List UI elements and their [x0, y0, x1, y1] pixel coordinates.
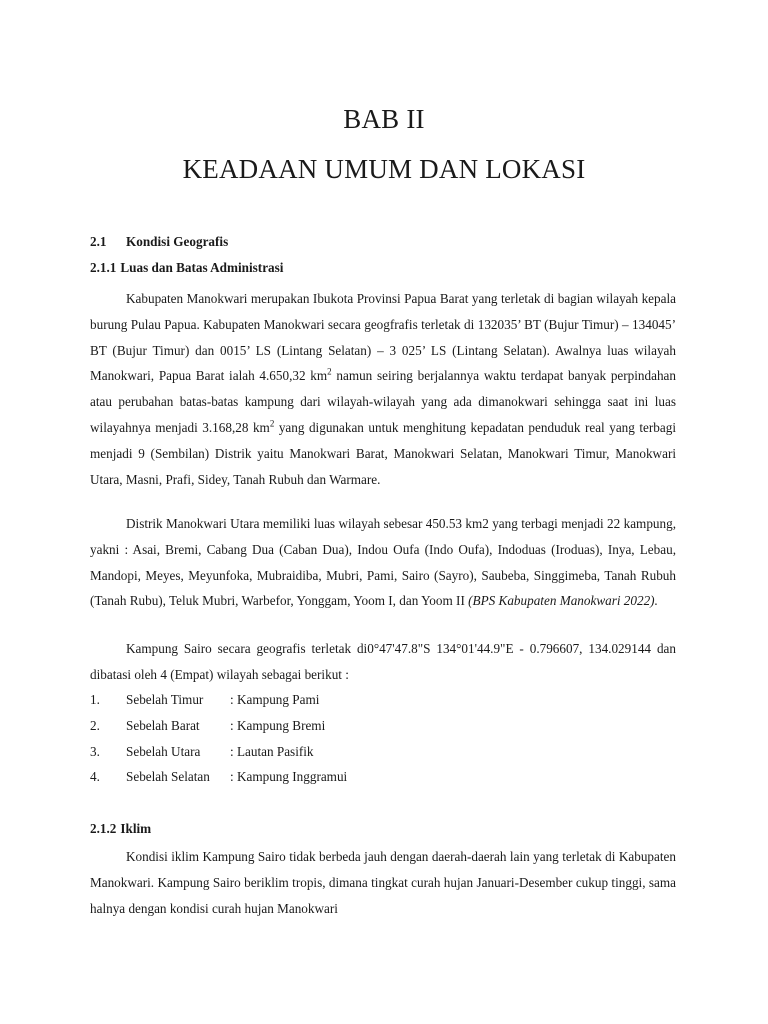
section-title: Kondisi Geografis: [126, 234, 229, 249]
list-item: [90, 713, 347, 739]
paragraph-luas-wilayah: [90, 286, 676, 492]
list-name: Sebelah Selatan: [126, 769, 210, 785]
list-number: 1.: [90, 692, 100, 707]
section-heading-2-1-2: [90, 821, 151, 837]
list-number: 2.: [90, 717, 100, 733]
section-number: 2.1: [90, 234, 107, 249]
paragraph-text: Kabupaten Manokwari merupakan Ibukota Provinsi Papua Barat yang terletak di bagian wilayah kepala burung Pulau Papua. Kabupaten Manokwari secara geogfrafis terletak di 132035’ BT (Bujur Timur) – 134045’ BT (Bujur Timur) dan 0015’ LS (Lintang Selatan) – 3 025’ LS (Lintang Selatan). Awalnya luas wilayah Manokwari, Papua Barat ialah 4.650,32 km: [90, 291, 676, 384]
paragraph-text: yang digunakan untuk menghitung kepadatan penduduk real yang terbagi menjadi 9 (Sembilan) Distrik yaitu Manokwari Barat, Manokwari Selatan, Manokwari Timur, Manokwari Utara, Masni, Prafi, Sidey, Tanah Rubuh dan Warmare.: [90, 419, 676, 487]
list-name: Sebelah Utara: [126, 743, 201, 759]
chapter-title: KEADAAN UMUM DAN LOKASI: [182, 154, 586, 184]
list-name: Sebelah Timur: [126, 692, 204, 707]
paragraph-distrik-manokwari-utara: [90, 511, 676, 614]
paragraph-kampung-sairo: Kampung Sairo secara geografis terletak di0°47'47.8"S 134°01'44.9"E - 0.796607, 134.029144 dan dibatasi oleh 4 (Empat) wilayah sebagai berikut :: [90, 641, 676, 682]
list-value: : Kampung Inggramui: [230, 769, 348, 785]
list-value: : Lautan Pasifik: [230, 743, 314, 759]
list-name: Sebelah Barat: [126, 717, 200, 733]
list-item: [90, 739, 347, 765]
paragraph-iklim: Kondisi iklim Kampung Sairo tidak berbeda jauh dengan daerah-daerah lain yang terletak di Kabupaten Manokwari. Kampung Sairo beriklim tropis, dimana tingkat curah hujan Januari-Desember cukup tinggi, sama halnya dengan kondisi curah hujan Manokwari: [90, 849, 676, 916]
section-heading-2-1: [90, 234, 228, 250]
section-number: 2.1.2: [90, 821, 117, 836]
paragraph-text: Distrik Manokwari Utara memiliki luas wilayah sebesar 450.53 km2 yang terbagi menjadi 22 kampung, yakni : Asai, Bremi, Cabang Dua (Caban Dua), Indou Oufa (Indo Oufa), Indoduas (Iroduas), Inya, Lebau, Mandopi, Meyes, Meyunfoka, Mubraidiba, Mubri, Pami, Sairo (Sayro), Saubeba, Singgimeba, Tanah Rubuh (Tanah Rubu), Teluk Mubri, Warbefor, Yonggam, Yoom I, dan Yoom II: [90, 516, 676, 609]
paragraph-text: namun seiring berjalannya waktu terdapat banyak perpindahan atau perubahan batas-batas kampung dari wilayah-wilayah yang ada dimanokwari sehingga saat ini luas wilayahnya menjadi 3.168,28 km: [90, 368, 676, 435]
list-number: 4.: [90, 769, 100, 785]
list-number: 3.: [90, 743, 100, 759]
section-title: Iklim: [120, 821, 152, 836]
citation: (BPS Kabupaten Manokwari 2022).: [468, 593, 658, 609]
list-item: [90, 764, 347, 790]
list-value: : Kampung Bremi: [230, 717, 326, 733]
superscript: 2: [327, 367, 332, 377]
border-list: [90, 687, 347, 790]
list-value: : Kampung Pami: [230, 692, 320, 707]
section-title: Luas dan Batas Administrasi: [120, 260, 284, 275]
section-heading-2-1-1: [90, 260, 283, 276]
superscript: 2: [269, 418, 275, 429]
chapter-number: BAB II: [343, 104, 425, 134]
section-number: 2.1.1: [90, 260, 117, 275]
list-item: [90, 687, 347, 713]
